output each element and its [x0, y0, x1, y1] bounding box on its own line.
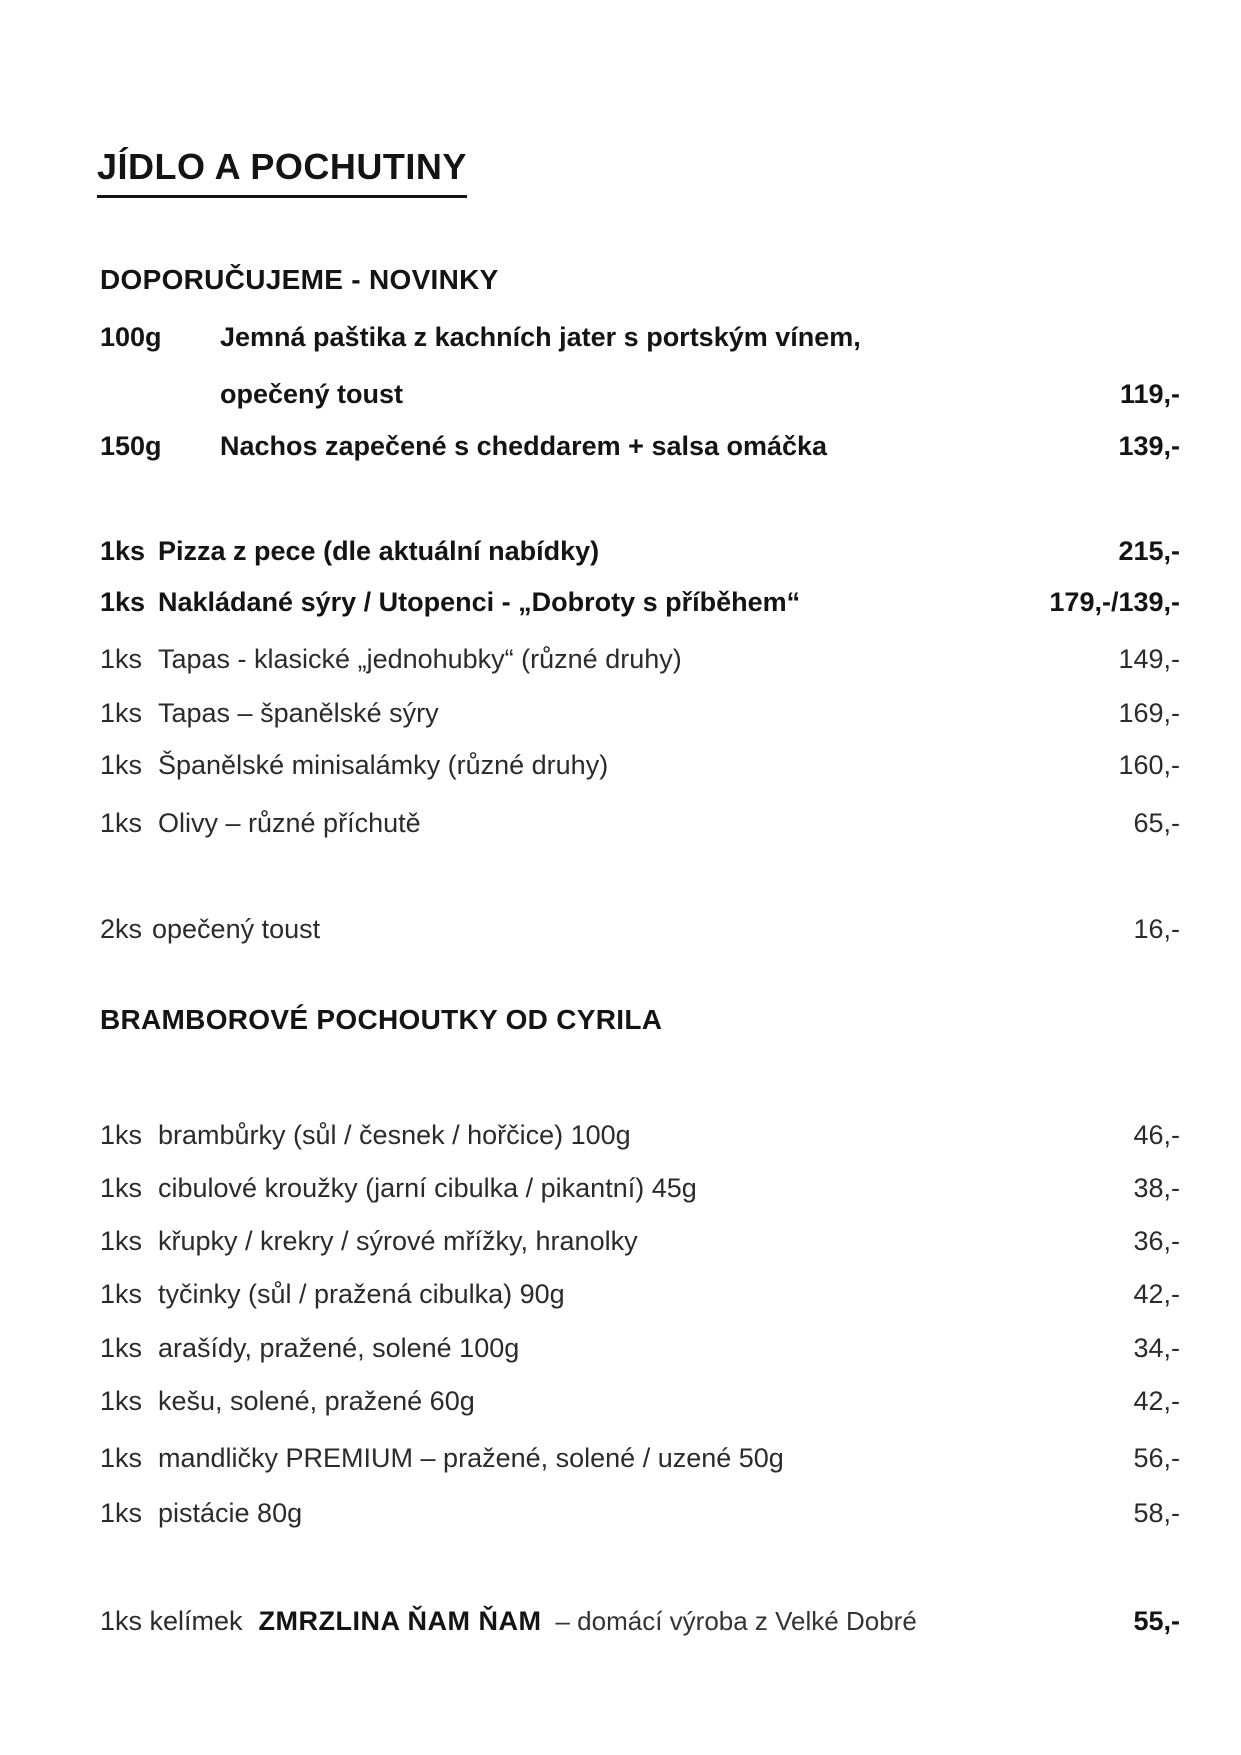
item-qty: 1ks: [100, 1173, 143, 1203]
item-price: 139,-: [1118, 431, 1180, 461]
item-text: Pizza z pece (dle aktuální nabídky): [158, 536, 600, 566]
item-qty: 1ks: [100, 1333, 143, 1363]
item-qty: 1ks: [100, 587, 146, 617]
item-qty: 1ks: [100, 1386, 143, 1416]
item-price: 34,-: [1133, 1333, 1180, 1363]
item-qty: 1ks: [100, 808, 143, 838]
item-qty: 1ks: [100, 644, 143, 674]
item-price: 38,-: [1133, 1173, 1180, 1203]
page-title: JÍDLO A POCHUTINY: [97, 146, 467, 198]
item-qty: 1ks: [100, 1498, 143, 1528]
menu-item-row: [100, 1441, 1180, 1475]
item-price: 42,-: [1133, 1279, 1180, 1309]
menu-item-row: [100, 1496, 1180, 1530]
item-text: mandličky PREMIUM – pražené, solené / uzené 50g: [158, 1443, 784, 1473]
menu-item-row: [100, 320, 1180, 354]
item-price: 55,-: [1133, 1606, 1180, 1636]
item-text: Nakládané sýry / Utopenci - „Dobroty s příběhem“: [158, 587, 801, 617]
item-text: Tapas – španělské sýry: [158, 698, 439, 728]
item-text: křupky / krekry / sýrové mřížky, hranolky: [158, 1226, 638, 1256]
menu-item-row: [100, 806, 1180, 840]
item-qty: 1ks kelímek: [100, 1606, 243, 1636]
item-text: brambůrky (sůl / česnek / hořčice) 100g: [158, 1120, 631, 1150]
menu-item-row: [100, 534, 1180, 568]
item-text: pistácie 80g: [158, 1498, 303, 1528]
menu-item-row: [100, 748, 1180, 782]
menu-item-row: [100, 696, 1180, 730]
section-heading-potato-snacks: BRAMBOROVÉ POCHOUTKY OD CYRILA: [100, 1004, 663, 1035]
menu-item-row: [100, 912, 1180, 946]
item-price: 16,-: [1133, 914, 1180, 944]
menu-item-row: [100, 1384, 1180, 1418]
item-text: opečený toust: [220, 379, 404, 409]
item-qty: 2ks: [100, 914, 143, 944]
item-qty: 100g: [100, 322, 162, 352]
item-text: Jemná paštika z kachních jater s portským vínem,: [220, 322, 861, 352]
item-qty: 1ks: [100, 1120, 143, 1150]
item-price: 179,-/139,-: [1049, 587, 1180, 617]
item-price: 169,-: [1118, 698, 1180, 728]
item-text: kešu, solené, pražené 60g: [158, 1386, 475, 1416]
ice-cream-row: [100, 1604, 1180, 1638]
item-text: cibulové kroužky (jarní cibulka / pikantní) 45g: [158, 1173, 697, 1203]
menu-item-row: [100, 1331, 1180, 1365]
item-qty: 1ks: [100, 750, 143, 780]
menu-item-row: [100, 585, 1180, 619]
item-price: 215,-: [1118, 536, 1180, 566]
menu-item-row: [100, 1224, 1180, 1258]
item-qty: 1ks: [100, 1279, 143, 1309]
section-heading-recommended: DOPORUČUJEME - NOVINKY: [100, 264, 499, 295]
item-qty: 150g: [100, 431, 162, 461]
item-price: 149,-: [1118, 644, 1180, 674]
item-price: 160,-: [1118, 750, 1180, 780]
item-price: 65,-: [1133, 808, 1180, 838]
menu-item-row: [100, 1171, 1180, 1205]
item-text: tyčinky (sůl / pražená cibulka) 90g: [158, 1279, 565, 1309]
item-price: 46,-: [1133, 1120, 1180, 1150]
item-qty: 1ks: [100, 698, 143, 728]
item-price: 36,-: [1133, 1226, 1180, 1256]
menu-item-row: [100, 377, 1180, 411]
item-text: opečený toust: [152, 914, 321, 944]
item-qty: 1ks: [100, 1443, 143, 1473]
menu-item-row: [100, 642, 1180, 676]
menu-item-row: [100, 429, 1180, 463]
item-price: 119,-: [1119, 379, 1180, 409]
item-text: Olivy – různé příchutě: [158, 808, 421, 838]
item-note: – domácí výroba z Velké Dobré: [555, 1606, 917, 1636]
menu-item-row: [100, 1118, 1180, 1152]
menu-item-row: [100, 1277, 1180, 1311]
brand-name: ZMRZLINA ŇAM ŇAM: [258, 1606, 542, 1636]
item-price: 58,-: [1133, 1498, 1180, 1528]
item-text: arašídy, pražené, solené 100g: [158, 1333, 520, 1363]
item-price: 42,-: [1133, 1386, 1180, 1416]
item-qty: 1ks: [100, 536, 146, 566]
item-qty: 1ks: [100, 1226, 143, 1256]
item-price: 56,-: [1133, 1443, 1180, 1473]
item-text: Španělské minisalámky (různé druhy): [158, 750, 609, 780]
item-text: Nachos zapečené s cheddarem + salsa omáčka: [220, 431, 828, 461]
item-text: Tapas - klasické „jednohubky“ (různé druhy): [158, 644, 682, 674]
